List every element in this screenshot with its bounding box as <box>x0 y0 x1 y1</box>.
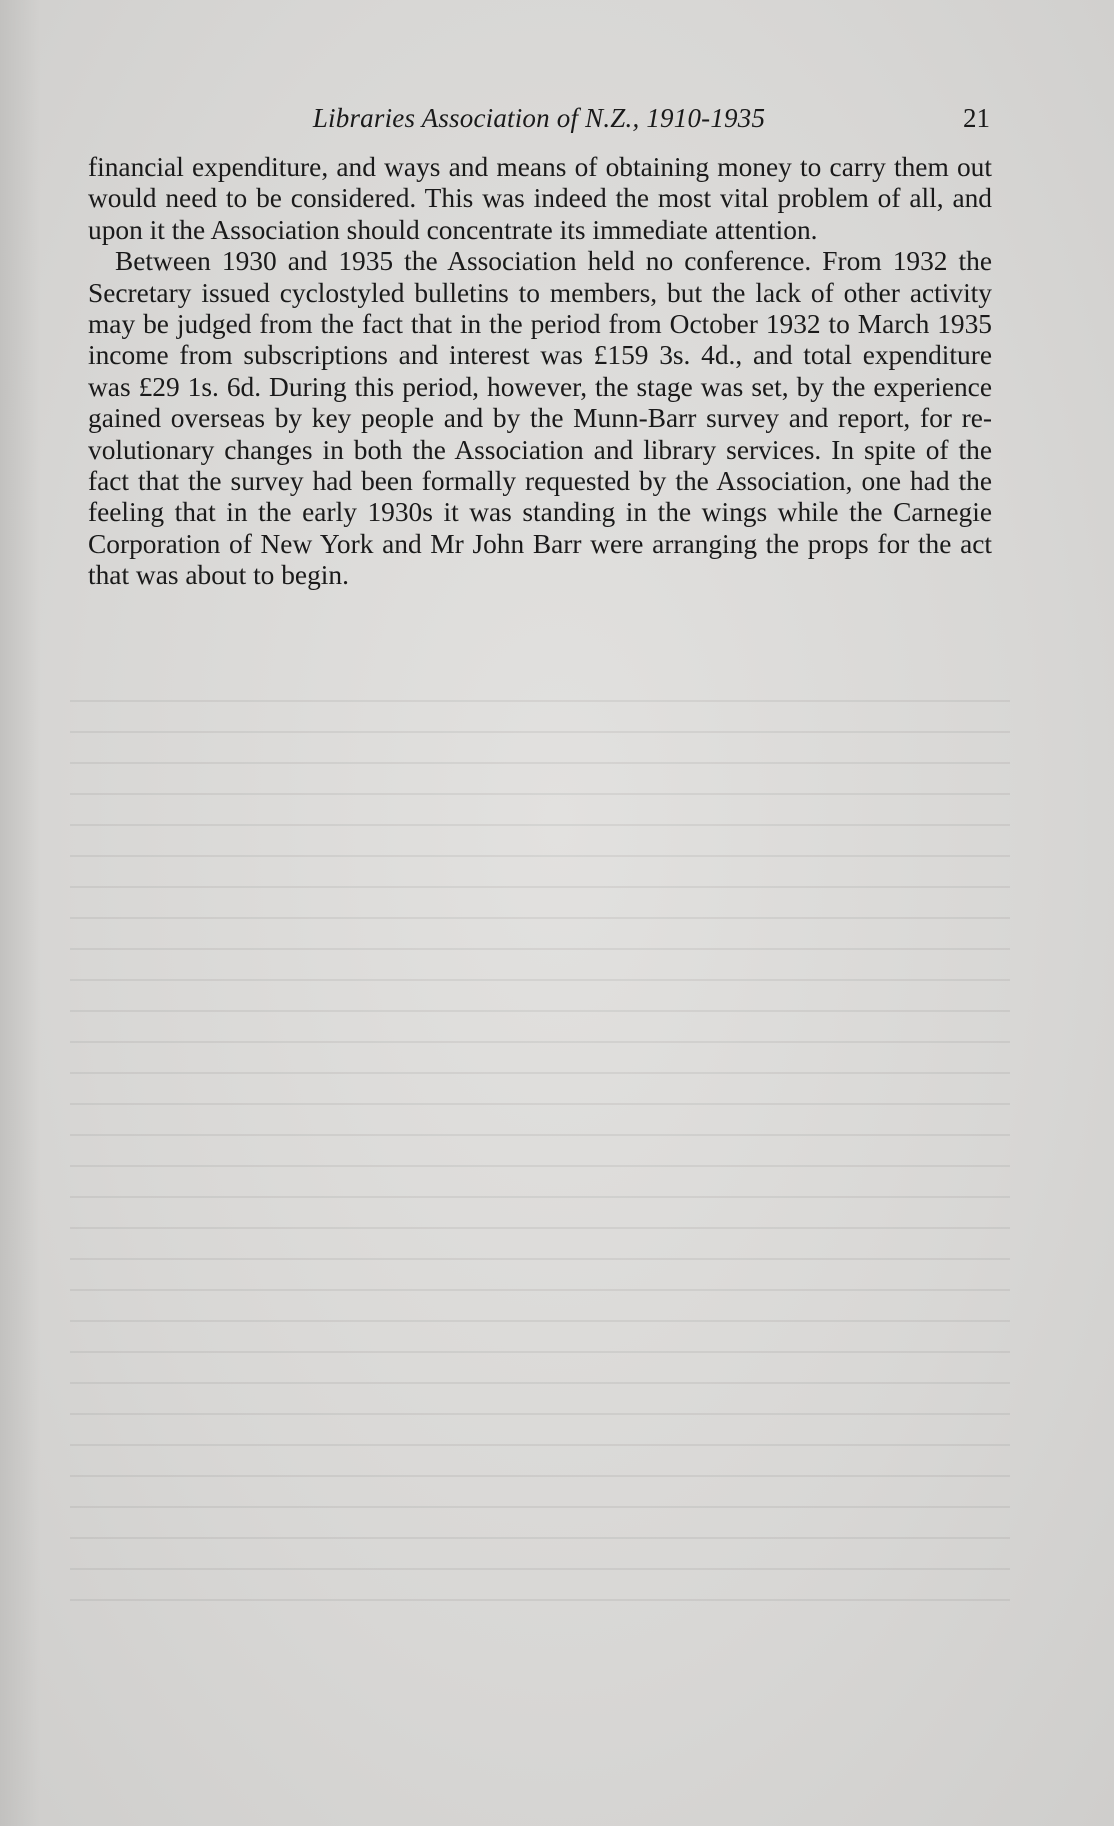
page-number: 21 <box>963 103 990 133</box>
show-through-texture <box>70 700 1010 1620</box>
spine-shadow <box>0 0 40 1826</box>
page-header <box>88 103 990 143</box>
running-title: Libraries Association of N.Z., 1910-1935 <box>312 103 766 133</box>
paragraph-2: Between 1930 and 1935 the Association held no conference. From 1932 the Secretary issued cyclostyled bulletins to members, but the lack of other activity may be judged from the fact that in the period from October 1932 to March 1935 income from subscriptions and interest was £159 3s. 4d., and total expenditure was £29 1s. 6d. During this period, however, the stage was set, by the experience gained overseas by key people and by the Munn-Barr survey and report, for revolutionary changes in both the Association and library services. In spite of the fact that the survey had been formally requested by the Association, one had the feeling that in the early 1930s it was standing in the wings while the Carnegie Corporation of New York and Mr John Barr were arranging the props for the act that was about to begin. <box>88 246 992 591</box>
body-text <box>88 152 992 592</box>
paragraph-1: financial expenditure, and ways and means of obtaining money to carry them out would need to be considered. This was indeed the most vital problem of all, and upon it the Association should concentrate its immediate attention. <box>88 152 992 245</box>
